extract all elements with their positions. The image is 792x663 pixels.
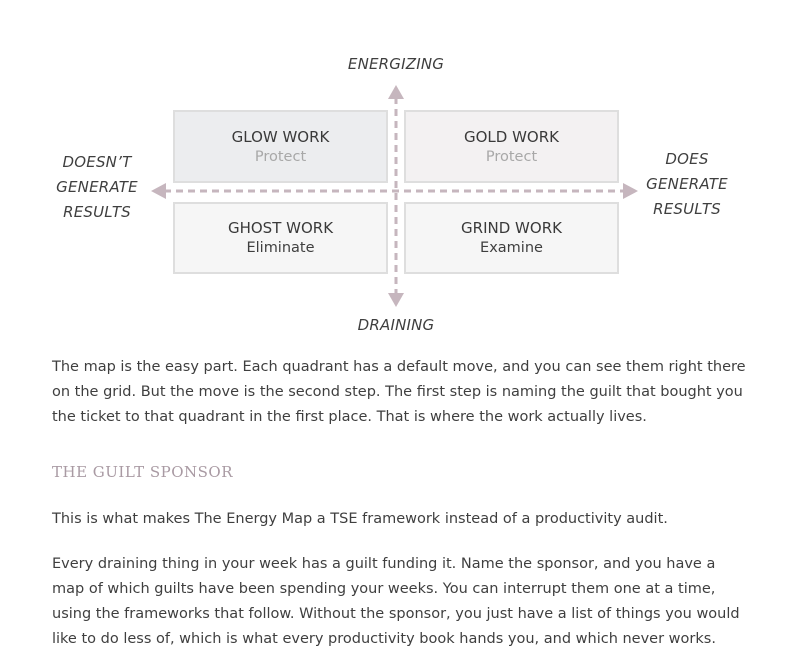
right-axis-label-line: GENERATE	[646, 175, 728, 193]
right-axis-label-line: DOES	[665, 150, 709, 168]
right-axis-label	[632, 147, 742, 222]
quadrant-action: Protect	[254, 148, 307, 165]
arrow-down-icon	[388, 293, 404, 307]
arrow-left-icon	[151, 183, 166, 199]
body-paragraph-1: The map is the easy part. Each quadrant has a default move, and you can see them right there on the grid. But the move is the second step. The first step is naming the guilt that bought you the ticket to that quadrant in the first place. That is where the work actually lives.	[52, 359, 746, 425]
arrow-up-icon	[388, 85, 404, 99]
bottom-axis-label: DRAINING	[357, 316, 435, 334]
quadrant-gold-work	[404, 110, 619, 183]
quadrant-title: GOLD WORK	[463, 127, 559, 146]
quadrant-action: Protect	[485, 148, 538, 165]
quadrant-title: GHOST WORK	[227, 219, 334, 237]
right-axis-label-line: RESULTS	[653, 200, 721, 218]
quadrant-action: Eliminate	[246, 240, 315, 256]
body-paragraph-3: Every draining thing in your week has a guilt funding it. Name the sponsor, and you have a map of which guilts have been spending your weeks. You can interrupt them one at a time, using the frameworks that follow. Without the sponsor, you just have a list of things you would like to do less of, which is what every productivity book hands you, and which never works.	[52, 556, 740, 647]
left-axis-label-line: GENERATE	[56, 178, 138, 196]
section-heading: THE GUILT SPONSOR	[52, 463, 234, 481]
quadrant-title: GRIND WORK	[461, 219, 562, 237]
quadrant-glow-work	[173, 110, 388, 183]
quadrant-grind-work	[404, 202, 619, 274]
left-axis-label	[42, 150, 152, 225]
left-axis-label-line: DOESN’T	[62, 153, 132, 171]
left-axis-label-line: RESULTS	[63, 203, 131, 221]
body-paragraph-2: This is what makes The Energy Map a TSE framework instead of a productivity audit.	[52, 511, 668, 527]
quadrant-ghost-work	[173, 202, 388, 274]
quadrant-title: GLOW WORK	[231, 127, 330, 146]
top-axis-label: ENERGIZING	[347, 55, 445, 73]
quadrant-action: Examine	[480, 240, 543, 256]
